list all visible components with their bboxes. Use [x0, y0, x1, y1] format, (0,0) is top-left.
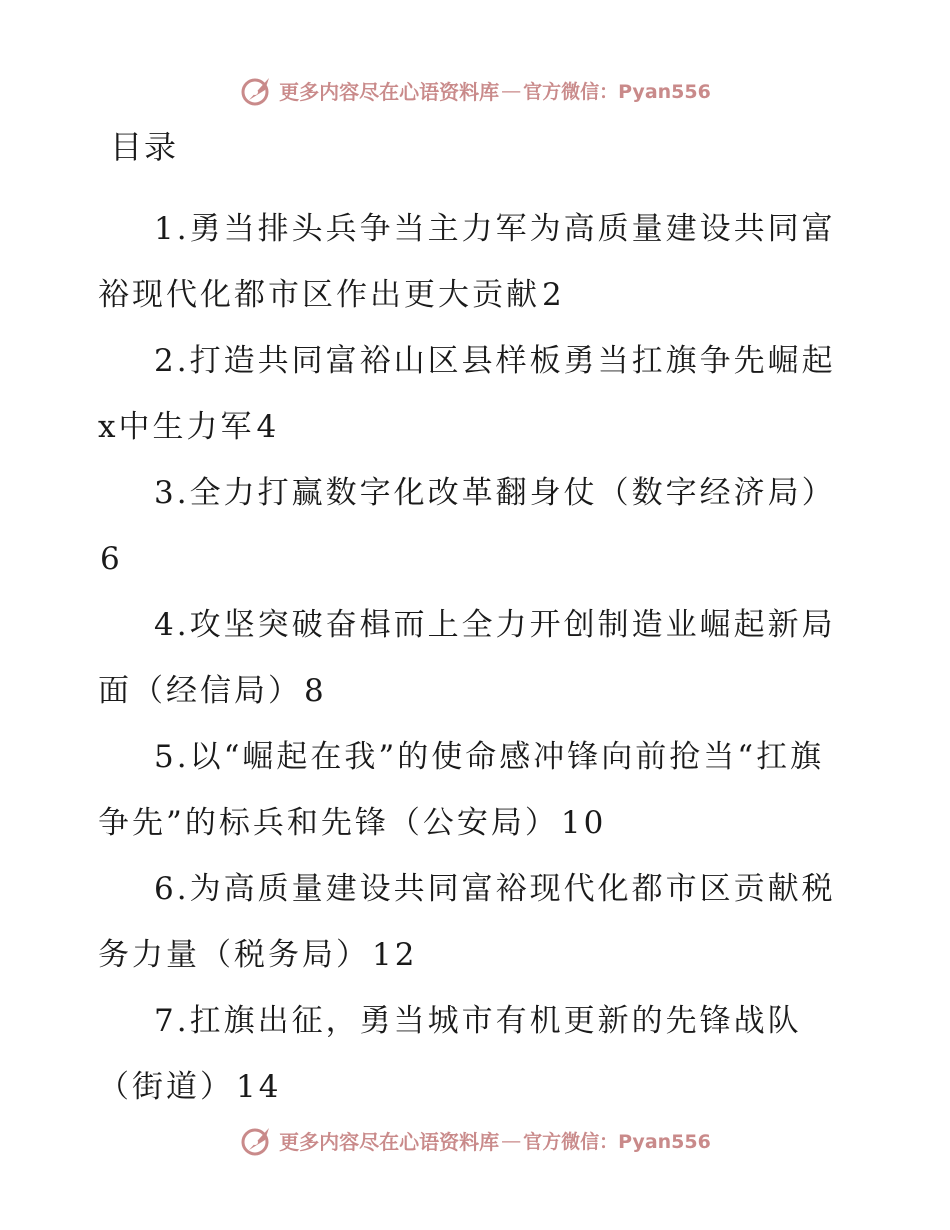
quill-logo-icon	[239, 1122, 275, 1158]
watermark-banner-top	[0, 70, 950, 110]
toc-item	[98, 856, 843, 988]
toc-item	[98, 196, 843, 328]
toc-item-text: 5.以“崛起在我”的使命感冲锋向前抢当“扛旗争先”的标兵和先锋（公安局）	[98, 739, 825, 841]
watermark-separator: —	[501, 1128, 522, 1152]
toc-item	[98, 724, 843, 856]
quill-logo-icon	[239, 72, 275, 108]
toc-item-page: 4	[256, 409, 280, 445]
toc-item-page: 10	[560, 805, 607, 841]
toc-item-page: 6	[100, 541, 123, 577]
toc-title: 目录	[110, 128, 179, 166]
watermark-text: 更多内容尽在心语资料库	[279, 1129, 500, 1154]
toc-list	[98, 196, 843, 1120]
watermark-contact: 官方微信：Pyan556	[523, 80, 711, 103]
watermark-contact: 官方微信：Pyan556	[523, 1130, 711, 1153]
toc-item-text: 1.勇当排头兵争当主力军为高质量建设共同富裕现代化都市区作出更大贡献	[98, 211, 836, 313]
toc-item-page: 2	[542, 277, 565, 313]
toc-item	[98, 592, 843, 724]
toc-item-text: 3.全力打赢数字化改革翻身仗（数字经济局）	[154, 475, 836, 511]
toc-item-page: 8	[304, 673, 327, 709]
watermark-banner-bottom	[0, 1120, 950, 1160]
toc-item-text: 6.为高质量建设共同富裕现代化都市区贡献税务力量（税务局）	[98, 871, 836, 973]
watermark-text: 更多内容尽在心语资料库	[279, 79, 500, 104]
toc-item	[98, 328, 843, 460]
toc-item-page: 14	[236, 1069, 282, 1105]
toc-item-text: 2.打造共同富裕山区县样板勇当扛旗争先崛起x中生力军	[98, 343, 836, 445]
toc-item	[98, 988, 843, 1120]
toc-item-text: 4.攻坚突破奋楫而上全力开创制造业崛起新局面（经信局）	[98, 607, 836, 709]
toc-item-text: 7.扛旗出征，勇当城市有机更新的先锋战队（街道）	[98, 1003, 802, 1105]
watermark-separator: —	[501, 78, 522, 102]
toc-item	[98, 460, 843, 592]
toc-item-page: 12	[372, 937, 418, 973]
